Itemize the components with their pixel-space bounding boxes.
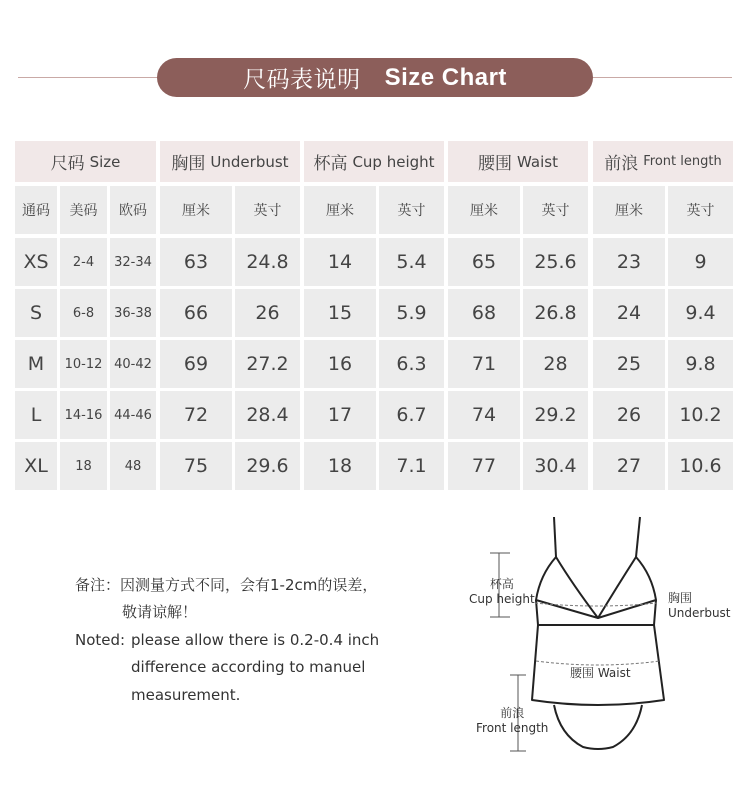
title-en: Size Chart [384, 63, 507, 91]
row-us-xl: 18 [60, 442, 107, 490]
row-eu-xs: 32-34 [110, 238, 156, 286]
row-m-underbust-inch: 27.2 [235, 340, 300, 388]
row-xl-cup-inch: 7.1 [379, 442, 444, 490]
diagram-cup-en: Cup height [469, 592, 535, 606]
row-xl-waist-cm: 77 [448, 442, 520, 490]
row-s-cup-inch: 5.9 [379, 289, 444, 337]
row-l-waist-inch: 29.2 [523, 391, 588, 439]
header-front-en: Front length [643, 154, 722, 169]
row-us-s: 6-8 [60, 289, 107, 337]
row-eu-m: 40-42 [110, 340, 156, 388]
row-xs-underbust-inch: 24.8 [235, 238, 300, 286]
row-xs-front-inch: 9 [668, 238, 733, 286]
subheader-front-inch: 英寸 [668, 186, 733, 234]
row-xs-waist-cm: 65 [448, 238, 520, 286]
row-xl-front-cm: 27 [593, 442, 665, 490]
row-m-cup-cm: 16 [304, 340, 376, 388]
row-l-waist-cm: 74 [448, 391, 520, 439]
row-m-cup-inch: 6.3 [379, 340, 444, 388]
row-s-underbust-cm: 66 [160, 289, 232, 337]
diagram-underbust-label [668, 591, 731, 621]
note-en-line2: difference according to manuel [131, 658, 366, 676]
header-front-cn: 前浪 [604, 154, 639, 174]
row-xl-cup-cm: 18 [304, 442, 376, 490]
row-m-front-inch: 9.8 [668, 340, 733, 388]
row-xl-waist-inch: 30.4 [523, 442, 588, 490]
header-cup-en: Cup height [352, 152, 435, 171]
subheader-general-size: 通码 [15, 186, 57, 234]
row-m-waist-inch: 28 [523, 340, 588, 388]
subheader-waist-cm: 厘米 [448, 186, 520, 234]
row-l-front-cm: 26 [593, 391, 665, 439]
header-underbust-en: Underbust [210, 152, 289, 171]
row-s-waist-inch: 26.8 [523, 289, 588, 337]
row-xs-front-cm: 23 [593, 238, 665, 286]
diagram-front-en: Front length [476, 721, 549, 735]
note-en-label: Noted: [75, 631, 126, 649]
row-size-xs: XS [15, 238, 57, 286]
header-underbust [160, 141, 300, 182]
header-size-cn: 尺码 [50, 154, 85, 174]
header-size [15, 141, 156, 182]
title-divider-right [590, 77, 732, 78]
page-title [157, 58, 593, 97]
subheader-underbust-cm: 厘米 [160, 186, 232, 234]
header-waist [448, 141, 588, 182]
row-xs-waist-inch: 25.6 [523, 238, 588, 286]
row-eu-xl: 48 [110, 442, 156, 490]
row-us-l: 14-16 [60, 391, 107, 439]
note-cn-line1: 备注：因测量方式不同，会有1-2cm的误差， [75, 576, 378, 594]
row-s-waist-cm: 68 [448, 289, 520, 337]
note-cn-line2: 敬请谅解！ [122, 603, 198, 621]
note-en-line1: please allow there is 0.2-0.4 inch [131, 631, 380, 649]
header-waist-cn: 腰围 [478, 154, 513, 174]
diagram-waist-label: 腰围 Waist [570, 666, 631, 680]
diagram-underbust-cn: 胸围 [668, 591, 693, 605]
row-xs-underbust-cm: 63 [160, 238, 232, 286]
header-size-en: Size [89, 152, 121, 171]
row-l-underbust-cm: 72 [160, 391, 232, 439]
row-eu-l: 44-46 [110, 391, 156, 439]
diagram-cup-cn: 杯高 [489, 577, 514, 591]
row-xl-underbust-cm: 75 [160, 442, 232, 490]
title-divider-left [18, 77, 160, 78]
header-cup-height [304, 141, 444, 182]
row-us-m: 10-12 [60, 340, 107, 388]
subheader-front-cm: 厘米 [593, 186, 665, 234]
note-en-line3: measurement. [131, 686, 241, 704]
row-l-underbust-inch: 28.4 [235, 391, 300, 439]
row-l-cup-inch: 6.7 [379, 391, 444, 439]
subheader-waist-inch: 英寸 [523, 186, 588, 234]
row-l-cup-cm: 17 [304, 391, 376, 439]
row-s-front-cm: 24 [593, 289, 665, 337]
row-xl-front-inch: 10.6 [668, 442, 733, 490]
row-s-cup-cm: 15 [304, 289, 376, 337]
row-m-waist-cm: 71 [448, 340, 520, 388]
row-size-s: S [15, 289, 57, 337]
row-l-front-inch: 10.2 [668, 391, 733, 439]
row-us-xs: 2-4 [60, 238, 107, 286]
row-s-front-inch: 9.4 [668, 289, 733, 337]
row-s-underbust-inch: 26 [235, 289, 300, 337]
row-m-front-cm: 25 [593, 340, 665, 388]
diagram-cup-height-label [469, 577, 535, 607]
header-front-length [593, 141, 733, 182]
title-cn: 尺码表说明 [243, 67, 361, 93]
header-cup-cn: 杯高 [313, 154, 348, 174]
subheader-cup-cm: 厘米 [304, 186, 376, 234]
subheader-cup-inch: 英寸 [379, 186, 444, 234]
row-xl-underbust-inch: 29.6 [235, 442, 300, 490]
row-xs-cup-inch: 5.4 [379, 238, 444, 286]
row-size-l: L [15, 391, 57, 439]
subheader-eu-size: 欧码 [110, 186, 156, 234]
header-waist-en: Waist [517, 152, 558, 171]
row-xs-cup-cm: 14 [304, 238, 376, 286]
row-size-xl: XL [15, 442, 57, 490]
subheader-underbust-inch: 英寸 [235, 186, 300, 234]
diagram-front-length-label [476, 706, 548, 736]
row-size-m: M [15, 340, 57, 388]
subheader-us-size: 美码 [60, 186, 107, 234]
row-m-underbust-cm: 69 [160, 340, 232, 388]
row-eu-s: 36-38 [110, 289, 156, 337]
diagram-underbust-en: Underbust [668, 606, 731, 620]
header-underbust-cn: 胸围 [171, 154, 206, 174]
diagram-front-cn: 前浪 [500, 706, 525, 720]
